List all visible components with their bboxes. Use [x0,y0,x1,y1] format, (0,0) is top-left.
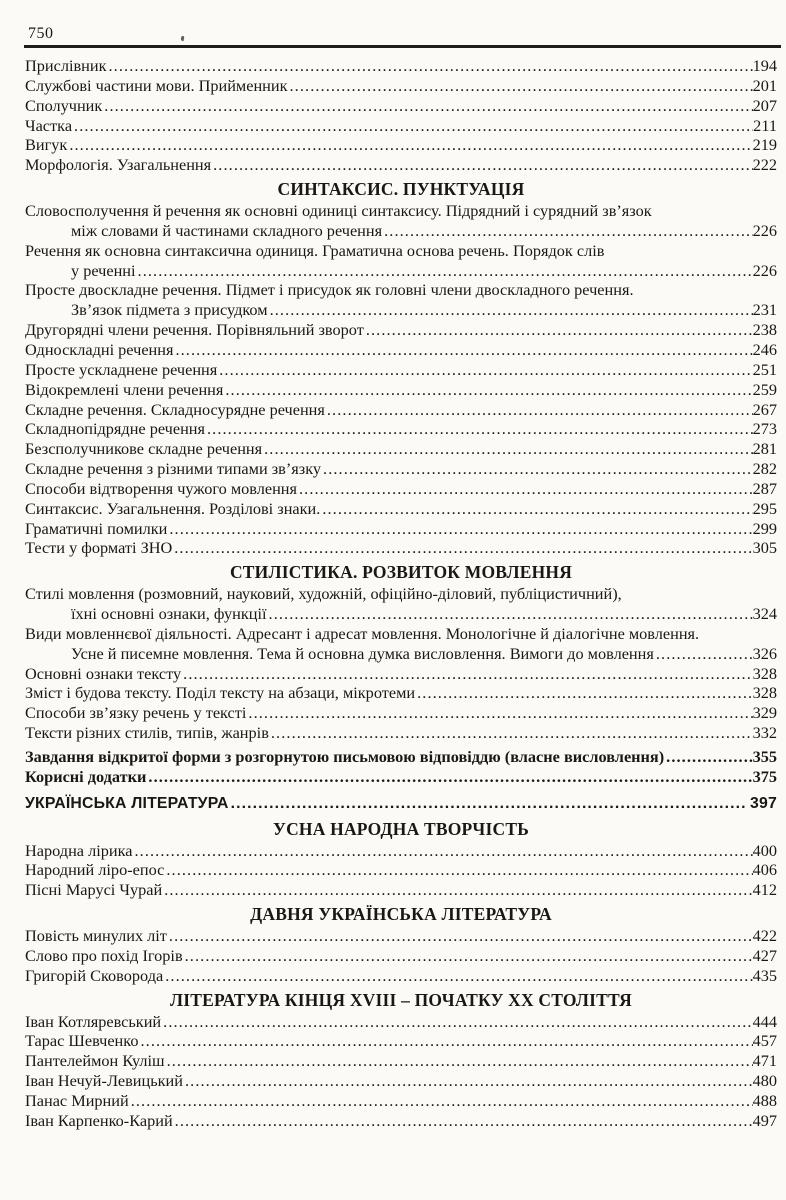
entry-title: Пісні Марусі Чурай [25,880,163,900]
entry-page-number: 273 [752,419,777,439]
entry-page-number: 282 [752,459,777,479]
dot-leader [213,155,752,175]
entry-title: Іван Карпенко-Карий [25,1110,173,1130]
toc-entry [25,926,777,946]
entry-page-number: 422 [752,926,777,946]
toc-entry [25,261,777,281]
entry-page-number: 299 [752,518,777,538]
entry-title: Види мовленнєвої діяльності. Адресант і адресат мовлення. Монологічне й діалогічне мовлення. [25,623,700,643]
dot-leader [167,1051,753,1071]
entry-page-number: 267 [752,399,777,419]
dot-leader [185,946,753,966]
toc-entry [25,860,777,880]
toc-entry [25,604,777,624]
dot-leader [270,300,753,320]
entry-page-number: 238 [752,320,777,340]
dot-leader [366,320,753,340]
entry-page-number: 328 [752,663,777,683]
entry-page-number: 400 [752,840,777,860]
entry-title: Іван Котляревський [25,1011,162,1031]
entry-title: Зв’язок підмета з присудком [71,300,268,320]
entry-title: Усне й писемне мовлення. Тема й основна думка висловлення. Вимоги до мовлення [71,643,654,663]
toc-entry [25,459,777,479]
dot-leader [175,1111,753,1131]
toc-entry [25,340,777,360]
entry-title: Частка [25,115,73,135]
entry-page-number: 281 [752,439,777,459]
dot-leader [69,135,752,155]
toc-entry [25,1012,777,1032]
entry-title: Складнопідрядне речення [25,419,205,439]
entry-title: Граматичні помилки [25,518,168,538]
dot-leader [74,116,753,136]
toc-entry [25,747,777,767]
toc-entry [25,439,777,459]
entry-page-number: 231 [752,300,777,320]
entry-title: Односкладні речення [25,339,174,359]
entry-page-number: 471 [752,1051,777,1071]
toc-entry [25,644,777,664]
entry-page-number: 259 [752,379,777,399]
entry-page-number: 328 [752,683,777,703]
entry-page-number: 295 [752,498,777,518]
toc-entry [25,135,777,155]
section-heading: СИНТАКСИС. ПУНКТУАЦІЯ [277,179,525,200]
dot-leader [148,767,752,787]
entry-page-number: 324 [752,604,777,624]
entry-title: Просте двоскладне речення. Підмет і присудок як головні члени двоскладного речення. [25,280,634,300]
dot-leader [165,966,752,986]
toc-entry [25,155,777,175]
entry-title: Другорядні члени речення. Порівняльний зворот [25,320,364,340]
toc-entry [25,683,777,703]
toc-entry [25,221,777,241]
dot-leader [164,880,752,900]
entry-title: Складне речення. Складносурядне речення [25,399,325,419]
entry-title: між словами й частинами складного речення [71,220,383,240]
entry-title: Стилі мовлення (розмовний, науковий, художній, офіційно-діловий, публіцистичний), [25,584,622,604]
entry-title: Складне речення з різними типами зв’язку [25,459,322,479]
entry-title: Корисні додатки [25,766,147,786]
toc-entry [25,946,777,966]
toc-entry [25,767,777,787]
entry-page-number: 226 [752,260,777,280]
dot-leader [323,459,753,479]
dot-leader [141,1031,753,1051]
entry-page-number: 251 [752,359,777,379]
toc-entry [25,499,777,519]
entry-title: Морфологія. Узагальнення [25,155,212,175]
toc-entry [25,519,777,539]
toc-entry [25,584,777,604]
dot-leader [271,723,753,743]
dot-leader [163,1012,752,1032]
dot-leader [109,56,753,76]
entry-page-number: 219 [752,135,777,155]
dot-leader [134,841,752,861]
dot-leader [290,76,753,96]
entry-page-number: 435 [752,965,777,985]
entry-title: Пантелеймон Куліш [25,1051,165,1071]
entry-page-number: 332 [752,723,777,743]
entry-title: Відокремлені члени речення [25,379,224,399]
entry-title: Завдання відкритої форми з розгорнутою письмовою відповіддю (власне висловлення) [25,747,665,766]
toc-entry [25,1031,777,1051]
entry-page-number: 194 [752,56,777,75]
dot-leader [174,538,752,558]
dot-leader [299,479,753,499]
entry-title: Тексти різних стилів, типів, жанрів [25,723,269,743]
entry-page-number: 211 [753,115,777,135]
entry-title: Способи зв’язку речень у тексті [25,703,247,723]
entry-title: Сполучник [25,95,103,115]
toc-entry [25,723,777,743]
entry-page-number: 488 [752,1090,777,1110]
toc-entry [25,419,777,439]
dot-leader [666,747,752,767]
entry-page-number: 406 [752,860,777,880]
entry-title: Просте ускладнене речення [25,359,218,379]
section-heading: СТИЛІСТИКА. РОЗВИТОК МОВЛЕННЯ [229,562,573,583]
page-number-header: 750 [28,25,54,42]
toc-entry [25,479,777,499]
toc-entry [25,703,777,723]
entry-title: Основні ознаки тексту [25,663,182,683]
entry-title: Безсполучникове складне речення [25,439,263,459]
entry-page-number: 457 [752,1031,777,1051]
toc-entry [25,1091,777,1111]
dot-leader [225,380,752,400]
entry-page-number: 412 [752,880,777,900]
entry-title: Слово про похід Ігорів [25,945,183,965]
entry-title: УКРАЇНСЬКА ЛІТЕРАТУРА [25,794,229,812]
entry-title: Повість минулих літ [25,926,167,946]
entry-page-number: 305 [752,538,777,558]
entry-title: Панас Мирний [25,1090,129,1110]
toc-entry [25,320,777,340]
entry-title: Вигук [25,135,68,155]
entry-title: Зміст і будова тексту. Поділ тексту на абзаци, мікротеми [25,683,416,703]
entry-page-number: 201 [752,75,777,95]
entry-title: Прислівник [25,56,107,75]
entry-title: Речення як основна синтаксична одиниця. Граматична основа речень. Порядок слів [25,240,605,260]
entry-page-number: 246 [752,339,777,359]
entry-title: Службові частини мови. Прийменник [25,75,288,95]
entry-title: Тести у форматі ЗНО [25,538,173,558]
toc-entry [25,400,777,420]
dot-leader [207,419,753,439]
entry-title: Григорій Сковорода [25,965,164,985]
section-heading: ЛІТЕРАТУРА КІНЦЯ XVIII – ПОЧАТКУ XX СТОЛІТТЯ [169,989,633,1010]
toc-entry [25,966,777,986]
dot-leader [219,360,752,380]
toc-entry [25,56,777,76]
dot-leader [131,1091,753,1111]
toc-entry [25,76,777,96]
entry-title: Способи відтворення чужого мовлення [25,478,297,498]
dot-leader [104,96,752,116]
entry-page-number: 287 [752,478,777,498]
section-heading: ДАВНЯ УКРАЇНСЬКА ЛІТЕРАТУРА [250,904,552,925]
dot-leader [138,261,753,281]
entry-page-number: 207 [752,95,777,115]
dot-leader [656,644,753,664]
dot-leader [169,926,753,946]
toc-entry [25,360,777,380]
toc-entry [25,300,777,320]
dot-leader [231,795,745,813]
entry-page-number: 326 [752,643,777,663]
toc-entry [25,795,777,815]
dot-leader [169,519,752,539]
entry-page-number: 375 [752,766,777,786]
entry-title: у реченні [71,260,136,280]
toc-rows [25,56,777,1131]
toc-entry [25,624,777,644]
entry-page-number: 226 [752,220,777,240]
toc-entry [25,1071,777,1091]
dot-leader [185,1071,753,1091]
toc-entry [25,96,777,116]
entry-page-number: 329 [752,703,777,723]
entry-page-number: 444 [752,1011,777,1031]
toc-entry [25,880,777,900]
scan-speck [181,36,185,42]
entry-title: Іван Нечуй-Левицький [25,1071,183,1091]
toc-entry [25,380,777,400]
entry-title: їхні основні ознаки, функції [71,604,267,624]
entry-page-number: 222 [752,155,777,175]
toc-entry [25,280,777,300]
dot-leader [417,683,752,703]
dot-leader [183,664,752,684]
dot-leader [327,400,753,420]
toc-entry [25,664,777,684]
toc-entry [25,841,777,861]
dot-leader [264,439,752,459]
section-heading: УСНА НАРОДНА ТВОРЧІСТЬ [273,818,529,839]
dot-leader [248,703,752,723]
entry-page-number: 427 [752,945,777,965]
entry-page-number: 397 [750,794,777,812]
entry-page-number: 480 [752,1071,777,1091]
toc-entry [25,201,777,221]
dot-leader [384,221,752,241]
entry-page-number: 497 [752,1110,777,1130]
entry-title: Народна лірика [25,840,133,860]
dot-leader [322,499,752,519]
toc-entry [25,538,777,558]
dot-leader [166,860,752,880]
entry-page-number: 355 [752,747,777,766]
dot-leader [269,604,753,624]
entry-title: Тарас Шевченко [25,1031,139,1051]
toc-entry [25,1111,777,1131]
toc-entry [25,241,777,261]
toc-entry [25,1051,777,1071]
entry-title: Народний ліро-епос [25,860,165,880]
header-rule [24,45,781,48]
entry-title: Словосполучення й речення як основні одиниці синтаксису. Підрядний і сурядний зв’язок [25,201,652,221]
dot-leader [175,340,752,360]
entry-title: Синтаксис. Узагальнення. Розділові знаки. [25,498,321,518]
toc-entry [25,116,777,136]
